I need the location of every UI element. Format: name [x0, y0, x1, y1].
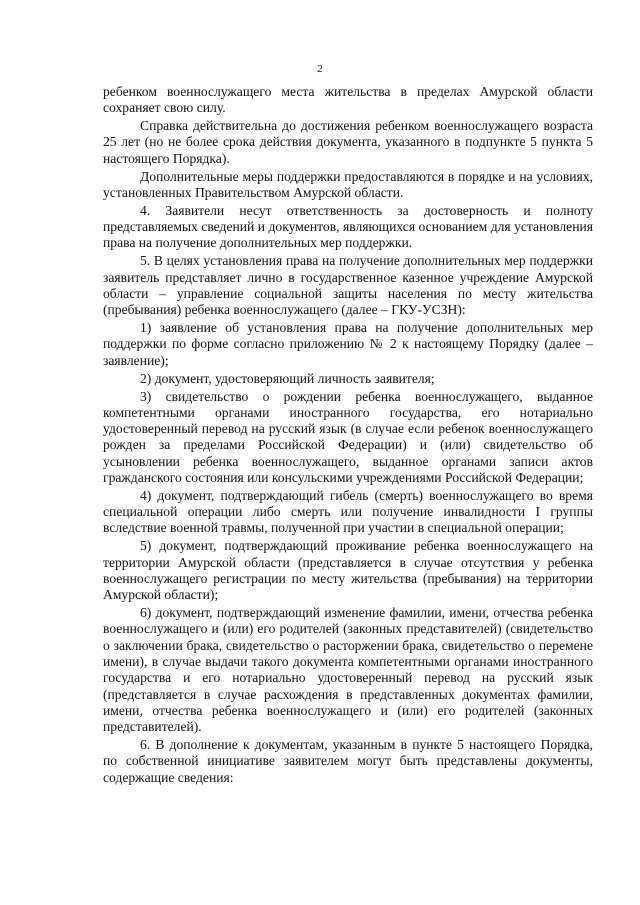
subitem-3: 3) свидетельство о рождении ребенка военнослужащего, выданное компетентными органами иностранного государства, его нотариально удостоверенный перевод на русский язык (в случае если ребенок военнослужащего рожден за пределами Российской Федерации) и (или) свидетельство об усыновлении ребенка военнослужащего, выданное органами записи актов гражданского состояния или консульскими учреждениями Российской Федерации;: [103, 388, 593, 485]
page-number: 2: [317, 63, 323, 75]
paragraph-item-4: 4. Заявители несут ответственность за достоверность и полноту представляемых сведений и документов, являющихся основанием для установления права на получение дополнительных мер поддержки.: [103, 202, 593, 251]
paragraph-certificate-validity: Справка действительна до достижения ребенком военнослужащего возраста 25 лет (но не более срока действия документа, указанного в подпункте 5 пункта 5 настоящего Порядка).: [103, 118, 593, 166]
paragraph-continuation: ребенком военнослужащего места жительства в пределах Амурской области сохраняет свою силу.: [103, 84, 593, 116]
subitem-4: 4) документ, подтверждающий гибель (смерть) военнослужащего во время специальной операции либо смерть или получение инвалидности I группы вследствие военной травмы, полученной при участии в специальной операции;: [103, 487, 593, 536]
paragraph-item-5: 5. В целях установления права на получение дополнительных мер поддержки заявитель представляет лично в государственное казенное учреждение Амурской области – управление социальной защиты населения по месту жительства (пребывания) ребенка военнослужащего (далее – ГКУ-УСЗН):: [103, 253, 593, 318]
subitem-2: 2) документ, удостоверяющий личность заявителя;: [140, 370, 435, 386]
subitem-5: 5) документ, подтверждающий проживание ребенка военнослужащего на территории Амурской области (представляется в случае отсутствия у ребенка военнослужащего регистрации по месту жительства (пребывания) на территории Амурской области);: [103, 538, 593, 603]
paragraph-additional-measures: Дополнительные меры поддержки предоставляются в порядке и на условиях, установленных Правительством Амурской области.: [103, 168, 593, 200]
document-body: [103, 84, 593, 788]
subitem-1: 1) заявление об установления права на получение дополнительных мер поддержки по форме согласно приложению № 2 к настоящему Порядку (далее – заявление);: [103, 320, 593, 368]
paragraph-item-6: 6. В дополнение к документам, указанным в пункте 5 настоящего Порядка, по собственной инициативе заявителем могут быть представлены документы, содержащие сведения:: [103, 737, 593, 785]
subitem-6: 6) документ, подтверждающий изменение фамилии, имени, отчества ребенка военнослужащего и (или) его родителей (законных представителей) (свидетельство о заключении брака, свидетельство о расторжении брака, свидетельство о перемене имени), в случае выдачи такого документа компетентными органами иностранного государства и его нотариально удостоверенный перевод на русский язык (представляется в случае расхождения в представленных документах фамилии, имени, отчества ребенка военнослужащего и (или) его родителей (законных представителей).: [103, 605, 593, 735]
